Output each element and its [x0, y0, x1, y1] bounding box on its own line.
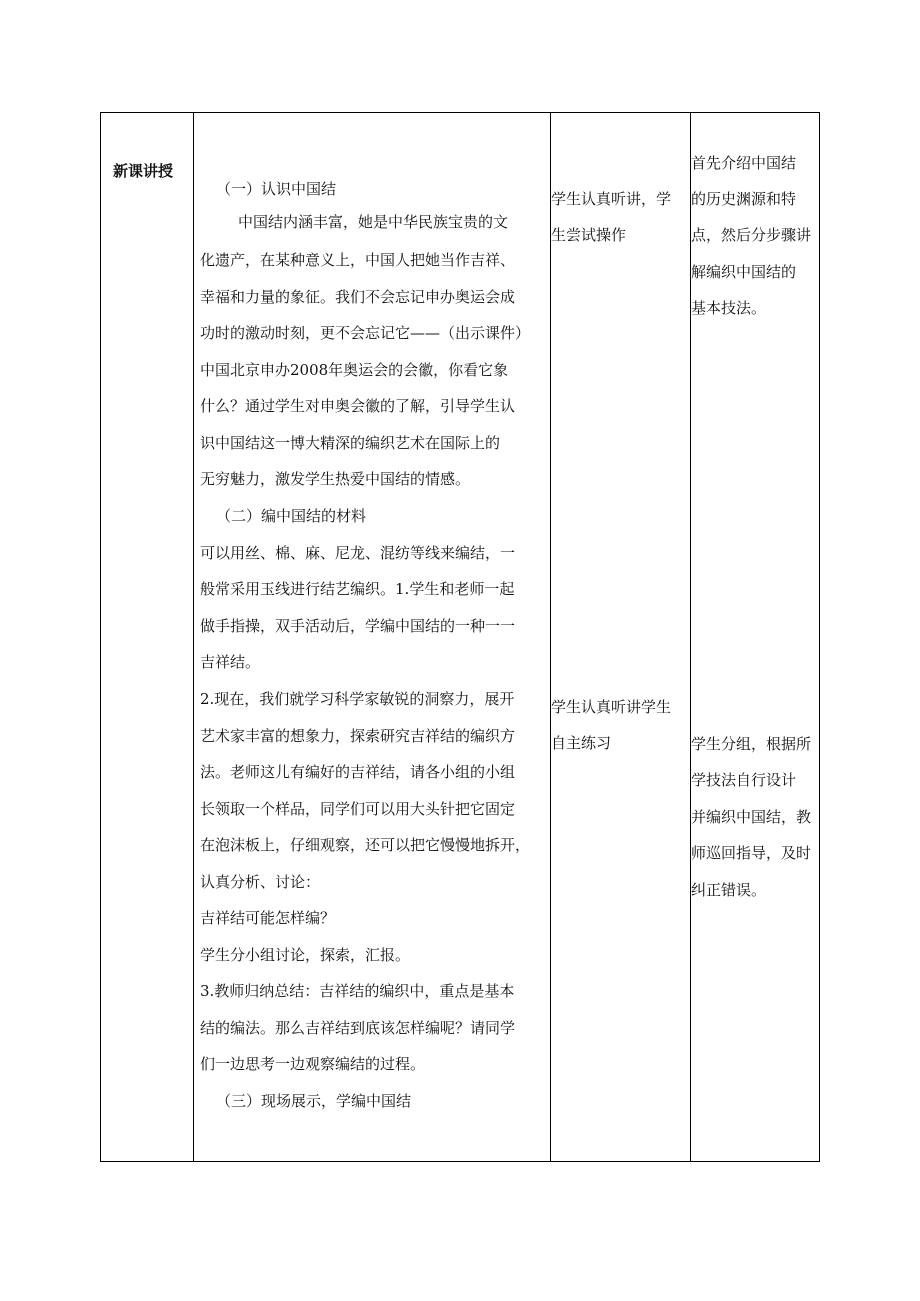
text-line: 功时的激动时刻，更不会忘记它——（出示课件）	[200, 324, 531, 342]
text-line: 认真分析、讨论：	[200, 873, 321, 891]
text-line: 生尝试操作	[551, 226, 627, 244]
text-line: 学生分组，根据所	[691, 735, 812, 753]
text-line: 首先介绍中国结	[691, 154, 797, 172]
text-line: 化遗产，在某种意义上，中国人把她当作吉祥、	[200, 251, 516, 269]
text-line: 做手指操，双手活动后，学编中国结的一种一一	[200, 617, 516, 635]
text-line: 可以用丝、棉、麻、尼龙、混纺等线来编结，一	[200, 544, 516, 562]
text-line: 识中国结这一博大精深的编织艺术在国际上的	[200, 434, 501, 452]
lesson-plan-table	[100, 112, 820, 1162]
text-line: 什么？通过学生对申奥会徽的了解，引导学生认	[200, 397, 516, 415]
text-line: 解编织中国结的	[691, 263, 797, 281]
text-line: 中国北京申办2008年奥运会的会徽，你看它象	[200, 361, 509, 379]
text-line: 艺术家丰富的想象力，探索研究吉祥结的编织方	[200, 727, 516, 745]
text-line: 们一边思考一边观察编结的过程。	[200, 1055, 426, 1073]
student-activity-column	[551, 113, 690, 1161]
text-line: 学生认真听讲学生	[551, 698, 672, 716]
teacher-activity-column	[194, 113, 550, 1161]
text-line: 般常采用玉线进行结艺编织。1.学生和老师一起	[200, 580, 515, 598]
text-line: 幸福和力量的象征。我们不会忘记申办奥运会成	[200, 288, 516, 306]
design-intent-column	[691, 113, 821, 1161]
text-line: 的历史渊源和特	[691, 190, 797, 208]
text-line: 学生认真听讲，学	[551, 190, 672, 208]
text-line: 点，然后分步骤讲	[691, 226, 812, 244]
text-line: 基本技法。	[691, 299, 767, 317]
text-line: 2.现在，我们就学习科学家敏锐的洞察力，展开	[200, 690, 515, 708]
text-line: 无穷魅力，激发学生热爱中国结的情感。	[200, 470, 471, 488]
subsection-heading: （三）现场展示，学编中国结	[216, 1092, 412, 1110]
text-line: 3.教师归纳总结：吉祥结的编织中，重点是基本	[200, 982, 515, 1000]
text-line: 吉祥结。	[200, 653, 261, 671]
section-label: 新课讲授	[113, 162, 174, 180]
subsection-heading: （一）认识中国结	[216, 180, 337, 198]
text-line: 吉祥结可能怎样编？	[200, 909, 336, 927]
text-line: 学技法自行设计	[691, 771, 797, 789]
text-line: 中国结内涵丰富，她是中华民族宝贵的文	[238, 213, 509, 231]
text-line: 师巡回指导，及时	[691, 844, 812, 862]
text-line: 在泡沫板上，仔细观察，还可以把它慢慢地拆开，	[200, 836, 531, 854]
text-line: 纠正错误。	[691, 881, 767, 899]
text-line: 长领取一个样品，同学们可以用大头针把它固定	[200, 800, 516, 818]
text-line: 自主练习	[551, 734, 612, 752]
subsection-heading: （二）编中国结的材料	[216, 507, 367, 525]
text-line: 学生分小组讨论，探索，汇报。	[200, 946, 411, 964]
section-column	[101, 113, 193, 1161]
text-line: 并编织中国结，教	[691, 808, 812, 826]
text-line: 法。老师这儿有编好的吉祥结，请各小组的小组	[200, 763, 516, 781]
text-line: 结的编法。那么吉祥结到底该怎样编呢？请同学	[200, 1019, 516, 1037]
